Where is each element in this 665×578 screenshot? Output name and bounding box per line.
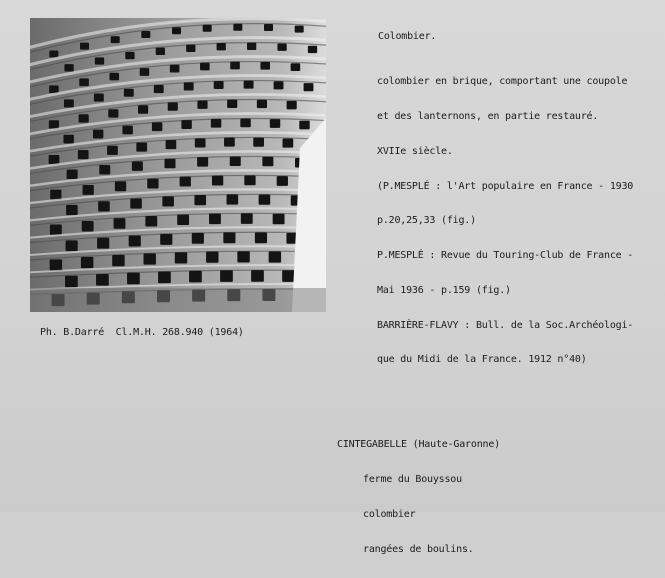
nest-hole <box>95 57 104 64</box>
card-heading: Colombier. <box>378 31 437 42</box>
nest-hole <box>192 233 204 244</box>
nest-hole <box>154 85 164 93</box>
nest-hole <box>220 270 233 282</box>
nest-hole <box>212 176 223 186</box>
nest-hole <box>97 238 109 249</box>
nest-hole <box>83 185 94 195</box>
nest-hole <box>244 175 255 185</box>
nest-hole <box>93 130 103 139</box>
nest-hole <box>233 24 242 31</box>
nest-hole <box>49 85 59 93</box>
nest-hole <box>166 140 177 149</box>
floor-shadow <box>30 288 326 312</box>
nest-hole <box>203 25 212 32</box>
nest-hole <box>214 81 224 89</box>
nest-hole <box>308 46 317 53</box>
nest-hole <box>162 196 174 206</box>
nest-hole <box>108 109 118 117</box>
nest-hole <box>63 135 73 144</box>
nest-hole <box>237 251 249 262</box>
nest-hole <box>274 81 284 89</box>
nest-hole <box>206 251 218 262</box>
location-commune: CINTEGABELLE (Haute-Garonne) <box>337 439 500 451</box>
nest-hole <box>79 78 89 86</box>
nest-hole <box>156 48 165 55</box>
nest-hole <box>50 190 61 200</box>
nest-hole <box>270 119 280 128</box>
nest-hole <box>49 155 60 164</box>
nest-hole <box>124 89 134 97</box>
nest-hole <box>78 150 89 159</box>
location-line: rangées de boulins. <box>363 543 474 555</box>
nest-hole <box>132 161 143 171</box>
nest-hole <box>259 195 271 205</box>
nest-hole <box>109 73 119 81</box>
nest-hole <box>158 272 171 284</box>
nest-hole <box>260 62 270 70</box>
nest-hole <box>200 63 210 71</box>
nest-hole <box>67 169 78 179</box>
description-line: XVIIe siècle. <box>377 145 453 157</box>
nest-hole <box>223 232 235 243</box>
nest-hole <box>114 218 126 229</box>
nest-hole <box>195 138 206 147</box>
nest-hole <box>227 100 237 108</box>
nest-hole <box>224 138 235 147</box>
nest-hole <box>112 255 124 266</box>
nest-hole <box>122 126 132 135</box>
nest-hole <box>197 157 208 167</box>
nest-hole <box>253 138 264 147</box>
nest-hole <box>217 43 226 50</box>
nest-hole <box>111 36 120 43</box>
nest-hole <box>170 65 180 73</box>
nest-hole <box>65 276 78 288</box>
nest-hole <box>257 100 267 108</box>
nest-hole <box>181 120 191 129</box>
nest-hole <box>165 159 176 169</box>
nest-hole <box>130 198 142 208</box>
nest-hole <box>50 224 62 235</box>
nest-hole <box>147 179 158 189</box>
nest-hole <box>115 181 126 191</box>
nest-hole <box>94 94 104 102</box>
nest-hole <box>211 119 221 128</box>
nest-hole <box>175 252 187 263</box>
description-line: que du Midi de la France. 1912 n°40) <box>377 354 587 366</box>
nest-hole <box>230 62 240 70</box>
nest-hole <box>82 221 94 232</box>
nest-hole <box>251 270 264 282</box>
nest-hole <box>64 64 73 71</box>
nest-hole <box>66 240 78 251</box>
location-line: colombier <box>363 508 416 520</box>
nest-hole <box>283 139 294 148</box>
nest-hole <box>262 157 273 167</box>
nest-hole <box>49 51 58 58</box>
nest-hole <box>299 121 309 130</box>
photo-credit: Ph. B.Darré Cl.M.H. 268.940 (1964) <box>40 327 244 338</box>
nest-hole <box>79 114 89 122</box>
nest-hole <box>287 101 297 109</box>
nest-hole <box>264 24 273 31</box>
nest-hole <box>98 201 110 211</box>
nest-hole <box>209 214 221 225</box>
description-line: P.MESPLÉ : Revue du Touring-Club de France - <box>377 250 634 262</box>
nest-hole <box>168 102 178 110</box>
nest-hole <box>277 176 288 186</box>
nest-hole <box>304 83 314 91</box>
nest-hole <box>138 105 148 113</box>
nest-hole <box>141 31 150 38</box>
nest-hole <box>244 81 254 89</box>
nest-hole <box>64 99 74 107</box>
nest-hole <box>145 216 157 227</box>
nest-hole <box>140 68 150 76</box>
nest-hole <box>197 100 207 108</box>
nest-hole <box>80 43 89 50</box>
nest-hole <box>227 194 239 204</box>
nest-hole <box>144 253 156 264</box>
nest-hole <box>282 270 295 282</box>
nest-hole <box>50 259 62 270</box>
nest-hole <box>66 205 78 215</box>
description-block <box>377 53 633 389</box>
description-line: et des lanternons, en partie restauré. <box>377 110 599 122</box>
nest-hole <box>255 232 267 243</box>
nest-hole <box>152 122 162 131</box>
nest-hole <box>184 82 194 90</box>
nest-hole <box>186 45 195 52</box>
boulins-image <box>30 18 326 312</box>
nest-hole <box>127 273 140 285</box>
location-line: ferme du Bouyssou <box>363 473 462 485</box>
nest-hole <box>96 274 109 286</box>
nest-hole <box>291 63 301 71</box>
description-line: p.20,25,33 (fig.) <box>377 215 476 227</box>
nest-hole <box>99 165 110 175</box>
nest-hole <box>189 271 202 283</box>
nest-hole <box>194 195 206 205</box>
nest-hole <box>277 44 286 51</box>
nest-hole <box>273 214 285 225</box>
description-line: (P.MESPLÉ : l'Art populaire en France - 1930 <box>377 180 634 192</box>
nest-hole <box>107 146 118 155</box>
nest-hole <box>269 251 281 262</box>
nest-hole <box>295 26 304 33</box>
description-line: Mai 1936 - p.159 (fig.) <box>377 284 511 296</box>
description-line: BARRIÈRE-FLAVY : Bull. de la Soc.Archéologi- <box>377 319 634 331</box>
nest-hole <box>180 177 191 187</box>
nest-hole <box>241 213 253 224</box>
description-line: colombier en brique, comportant une coupole <box>377 76 628 88</box>
nest-hole <box>129 236 141 247</box>
nest-hole <box>49 120 59 128</box>
location-block <box>337 416 500 578</box>
nest-hole <box>240 118 250 127</box>
nest-hole <box>125 52 134 59</box>
nest-hole <box>177 214 189 225</box>
dovecote-photo <box>30 18 326 312</box>
nest-hole <box>136 142 147 151</box>
nest-hole <box>160 234 172 245</box>
nest-hole <box>230 156 241 166</box>
nest-hole <box>172 27 181 34</box>
nest-hole <box>81 257 93 268</box>
nest-hole <box>247 43 256 50</box>
